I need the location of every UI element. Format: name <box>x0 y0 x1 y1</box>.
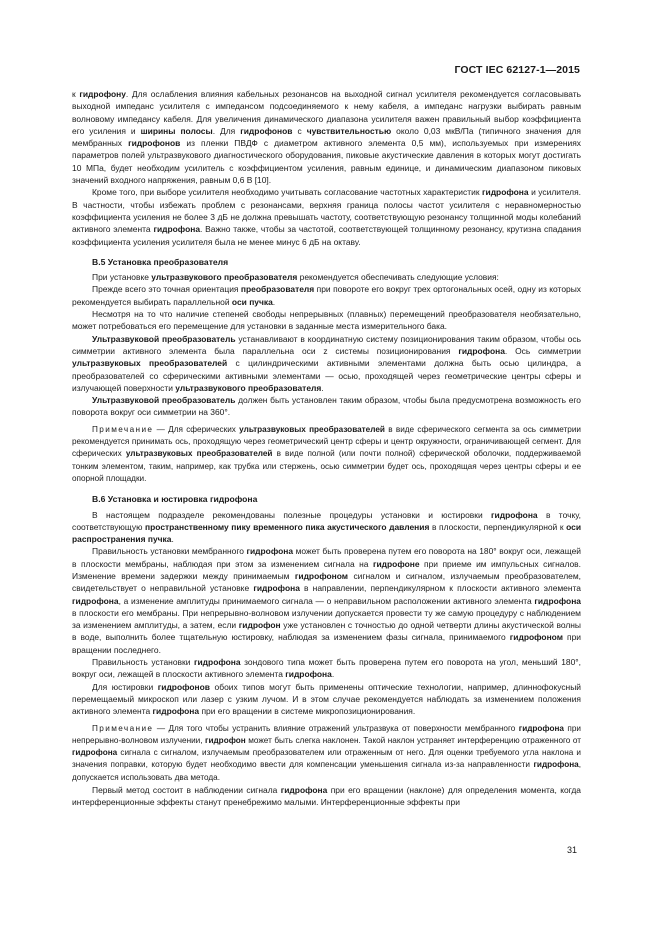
bold-term: оси пучка <box>231 296 273 307</box>
bold-term: гидрофон <box>238 620 281 631</box>
bold-term: гидрофона <box>253 583 300 594</box>
bold-term: ультразвуковых преобразователей <box>239 424 385 434</box>
note-text: — Для того чтобы устранить влияние отражений ультразвука от поверхности мембранного гидрофона при непрерывно-волновом излучении, гидрофон может быть слегка наклонен. Такой наклон устраняет интерференцию отраженного от гидрофона сигнала с сигналом, излучаемым преобразователем или отраженным от него. Для оценки требуемого угла наклона и значения поправки, которую будет необходимо ввести для компенсации уменьшения сигнала из-за направленности гидрофона, допускается использовать два метода. <box>72 723 581 782</box>
note-label: Примечание <box>92 424 154 434</box>
section-heading-b6: В.6 Установка и юстировка гидрофона <box>92 494 258 505</box>
bold-term: гидрофоном <box>509 632 563 643</box>
bold-term: гидрофоне <box>372 558 420 569</box>
bold-term: Ультразвуковой преобразователь <box>92 333 236 344</box>
document-header: ГОСТ IEC 62127-1—2015 <box>454 64 580 76</box>
bold-term: гидрофона <box>491 509 538 520</box>
paragraph: Для юстировки гидрофонов обоих типов могут быть применены оптические технологии, например, длиннофокусный перемещаемый микроскоп или лазер с узким лучом. И в этом случае рекомендуется наблюдать за изменением положения активного элемента гидрофона при его вращении в системе микропозиционирования. <box>72 681 581 717</box>
bold-term: Ультразвуковой преобразователь <box>92 395 236 406</box>
page-number: 31 <box>566 845 577 855</box>
bold-term: гидрофон <box>205 735 246 745</box>
bold-term: гидрофона <box>246 546 294 557</box>
bold-term: гидрофона <box>72 595 119 606</box>
bold-term: гидрофона <box>153 224 201 235</box>
bold-term: гидрофонов <box>240 125 293 136</box>
document-body <box>72 88 581 809</box>
bold-term: гидрофоном <box>294 570 349 581</box>
bold-term: гидрофона <box>285 669 332 680</box>
bold-term: пространственному пику временного пика акустического давления <box>145 521 430 532</box>
bold-term: гидрофона <box>280 785 328 796</box>
bold-term: гидрофона <box>458 345 505 356</box>
paragraph: Ультразвуковой преобразователь устанавливают в координатную систему позиционирования таким образом, чтобы ось симметрии активного элемента была параллельна оси z системы позиционирования гидрофона. Ось симметрии ультразвуковых преобразователей с цилиндрическими активными элементами должна быть осью цилиндра, а преобразователей со сферическими активными элементами — осью, проходящей через геометрические центры сферы и излучающей поверхности ультразвукового преобразователя. <box>72 333 581 393</box>
note-text: — Для сферических ультразвуковых преобразователей в виде сферического сегмента за ось симметрии рекомендуется принимать ось, проходящую через геометрический центр сферы и центр окружности, ограничивающей сегмент. Для сферических ультразвуковых преобразователей в виде полной (или почти полной) сферической оболочки, поддерживаемой тонким элементом, таким, например, как трубка или стержень, осью симметрии будет ось, проходящая через центры сферы и ее опорной площадки. <box>72 424 581 483</box>
paragraph: Несмотря на то что наличие степеней свободы непрерывных (плавных) перемещений преобразователя необязательно, может потребоваться его перемещение для установки в заданные места измерительного бака. <box>72 309 581 332</box>
bold-term: гидрофона <box>72 748 118 758</box>
note-block <box>72 424 581 485</box>
paragraph: При установке ультразвукового преобразователя рекомендуется обеспечивать следующие условия: <box>92 272 499 283</box>
bold-term: преобразователя <box>240 284 315 295</box>
note-paragraph <box>72 424 581 485</box>
bold-term: гидрофонов <box>157 681 210 692</box>
paragraph: Прежде всего это точная ориентация преобразователя при повороте его вокруг трех ортогональных осей, одну из которых рекомендуется выбирать параллельной оси пучка. <box>72 284 581 307</box>
bold-term: гидрофона <box>518 723 564 733</box>
bold-term: гидрофона <box>152 706 200 717</box>
bold-term: гидрофона <box>193 657 241 668</box>
bold-term: ультразвукового преобразователя <box>175 382 322 393</box>
bold-term: ультразвукового преобразователя <box>151 272 298 283</box>
bold-term: чувствительностью <box>306 125 392 136</box>
bold-term: гидрофона <box>482 187 529 198</box>
bold-term: ширины полосы <box>140 125 213 136</box>
bold-term: оси распространения пучка <box>72 521 582 545</box>
paragraph: Правильность установки гидрофона зондового типа может быть проверена путем его поворота на угол, меньший 180°, вокруг оси, лежащей в плоскости активного элемента гидрофона. <box>72 657 582 680</box>
note-block <box>72 723 581 784</box>
bold-term: ультразвуковых преобразователей <box>72 358 228 369</box>
paragraph: к гидрофону. Для ослабления влияния кабельных резонансов на выходной сигнал усилителя рекомендуется согласовывать выходной импеданс усилителя с импедансом подсоединяемого к нему кабеля, а импеданс нагрузки выбирать равным волновому импедансу кабеля. Для увеличения динамического диапазона усилителя важен правильный выбор коэффициента его усиления и ширины полосы. Для гидрофонов с чувствительностью около 0,03 мкВ/Па (типичного значения для мембранных гидрофонов из пленки ПВДФ с диаметром активного элемента 0,5 мм), используемых при измерениях параметров полей ультразвукового диагностического оборудования, пиковые акустические давления в которых могут достигать 10 МПа, будет необходим усилитель с коэффициентом усиления, равным единице, и динамическим диапазоном пиковых значений входного напряжения, равным 0,6 В [10]. <box>72 89 581 186</box>
paragraph: В настоящем подразделе рекомендованы полезные процедуры установки и юстировки гидрофона в точку, соответствующую пространственному пику временного пика акустического давления в плоскости, перпендикулярной к оси распространения пучка. <box>72 509 582 545</box>
paragraph: Первый метод состоит в наблюдении сигнала гидрофона при его вращении (наклоне) для определения момента, когда интерференционные эффекты станут пренебрежимо малыми. Интерференционные эффекты при <box>72 785 581 808</box>
paragraph: Правильность установки мембранного гидрофона может быть проверена путем его поворота на 180° вокруг оси, лежащей в плоскости мембраны, наблюдая при этом за изменением сигнала на гидрофоне при приеме им импульсных сигналов. Изменение времени задержки между принимаемым гидрофоном сигналом и сигналом, излучаемым преобразователем, свидетельствует о неправильной установке гидрофона в направлении, перпендикулярном к плоскости активного элемента гидрофона, а изменение амплитуды принимаемого сигнала — о неправильном расположении активного элемента гидрофона в плоскости его мембраны. При непрерывно-волновом излучении допускается провести ту же самую процедуру с наблюдением за изменением амплитуды, а затем, если гидрофон уже установлен с точностью до одной четверти длины акустической волны в воде, выполнить более тщательную юстировку, наблюдая за изменением фазы сигнала, принимаемого гидрофоном при вращении последнего. <box>72 546 581 655</box>
paragraph: Кроме того, при выборе усилителя необходимо учитывать согласование частотных характеристик гидрофона и усилителя. В частности, чтобы избежать проблем с резонансами, верхняя граница полосы частот усилителя с неравномерностью коэффициента усиления не более 3 дБ не должна превышать частоту, соответствующую резонансу толщинной моды колебаний активного элемента гидрофона. Важно также, чтобы за частотой, соответствующей толщинному резонансу, крутизна спадания коэффициента усиления усилителя была не менее минус 6 дБ на октаву. <box>72 187 582 247</box>
bold-term: гидрофона <box>534 595 581 606</box>
note-label: Примечание <box>92 723 154 733</box>
paragraph: Ультразвуковой преобразователь должен быть установлен таким образом, чтобы была предусмотрена возможность его поворота вокруг оси симметрии на 360°. <box>72 395 581 418</box>
bold-term: гидрофонов <box>128 138 181 149</box>
bold-term: ультразвуковых преобразователей <box>125 449 273 459</box>
section-heading-b5: В.5 Установка преобразователя <box>92 256 229 267</box>
bold-term: гидрофона <box>533 760 579 770</box>
note-paragraph <box>72 723 581 784</box>
bold-term: гидрофону <box>79 89 126 99</box>
